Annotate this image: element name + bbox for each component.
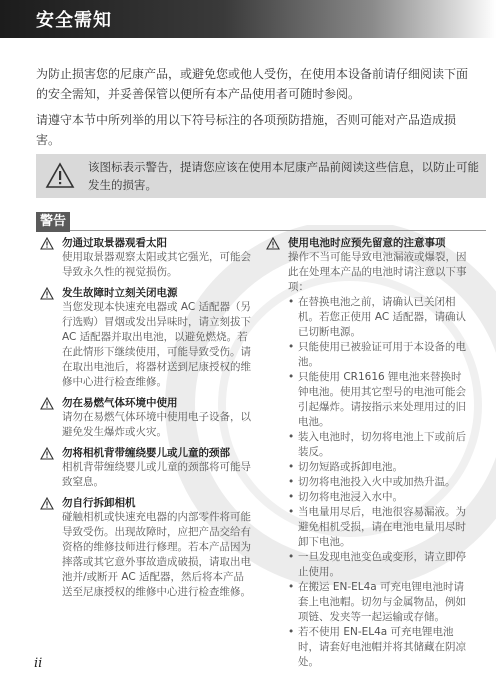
warning-triangle-icon [40,447,54,460]
warning-item-title: 发生故障时立刻关闭电源 [62,287,178,299]
warning-item-body: 碰触相机或快速充电器的内部零件将可能导致受伤。出现故障时，应把产品交给有资格的维修技师进行修理。若本产品因为摔落或其它意外事故造成破损，请取出电池并/或断开 AC 适配器，然后将本产品送至尼康授权的维修中心进行检查维修。 [62,511,251,598]
warning-item-body: 当您发现本快速充电器或 AC 适配器（另行选购）冒烟或发出异味时，请立刻拔下 AC 适配器并取出电池，以避免燃烧。若在此情形下继续使用，可能导致受伤。请在取出电池后，将器材送到尼康授权的维修中心进行检查维修。 [62,301,252,388]
warning-item [262,236,472,670]
list-item: • 装入电池时，切勿将电池上下或前后装反。 [288,430,472,460]
warning-item-title: 使用电池时应预先留意的注意事项 [288,237,446,249]
warning-item-body: 操作不当可能导致电池漏液或爆裂，因此在处理本产品的电池时请注意以下事项： [288,250,472,295]
list-item: • 一旦发现电池变色或变形，请立即停止使用。 [288,550,472,580]
page-title: 安全需知 [36,10,112,31]
warning-item-body: 相机背带缠绕婴儿或儿童的颈部将可能导致窒息。 [62,461,251,488]
warning-section-label: 警告 [36,212,70,232]
warning-item [36,496,251,600]
warning-triangle-icon [40,497,54,510]
page-number: ii [34,656,43,671]
warning-triangle-icon [40,397,54,410]
list-item: • 切勿短路或拆卸电池。 [288,460,472,475]
warning-item [36,396,251,440]
list-item: • 切勿将电池投入火中或加热升温。 [288,475,472,490]
list-item: • 只能使用已被验证可用于本设备的电池。 [288,340,472,370]
warning-item-title: 勿将相机背带缠绕婴儿或儿童的颈部 [62,447,230,459]
list-item: • 当电量用尽后，电池很容易漏液。为避免相机受损，请在电池电量用尽时卸下电池。 [288,505,472,550]
warnings-left-column [36,236,251,606]
title-bar [0,0,496,38]
warning-item-title: 勿通过取景器观看太阳 [62,237,167,249]
warning-item-title: 勿在易燃气体环境中使用 [62,397,178,409]
warning-triangle-icon [45,162,75,189]
warning-item [36,236,251,280]
intro-paragraph-1: 为防止损害您的尼康产品，或避免您或他人受伤，在使用本设备前请仔细阅读下面的安全需知，并妥善保管以便所有本产品使用者可随时参阅。 [36,67,469,101]
list-item: • 若不使用 EN-EL4a 可充电锂电池时，请套好电池帽并将其储藏在阴凉处。 [288,625,472,670]
warning-triangle-icon [266,237,280,250]
notice-text: 该图标表示警告，提请您应该在使用本尼康产品前阅读这些信息，以防止可能发生的损害。 [88,160,479,192]
warning-item [36,286,251,390]
list-item: • 切勿将电池浸入水中。 [288,490,472,505]
warning-triangle-icon [40,237,54,250]
battery-precaution-list [288,295,472,670]
warning-item-body: 请勿在易燃气体环境中使用电子设备，以避免发生爆炸或火灾。 [62,411,251,438]
warning-section-rule [70,230,486,231]
warning-triangle-icon [40,287,54,300]
warning-item-body: 使用取景器观察太阳或其它强光，可能会导致永久性的视觉损伤。 [62,251,251,278]
list-item: • 在替换电池之前，请确认已关闭相机。若您正使用 AC 适配器，请确认已切断电源。 [288,295,472,340]
warning-notice-box [36,154,486,198]
warning-item [36,446,251,490]
intro-paragraph-2: 请遵守本节中所列举的用以下符号标注的各项预防措施，否则可能对产品造成损害。 [36,113,457,147]
warnings-right-column [262,236,472,676]
list-item: • 只能使用 CR1616 锂电池来替换时钟电池。使用其它型号的电池可能会引起爆炸。请按指示来处理用过的旧电池。 [288,370,472,430]
warning-item-title: 勿自行拆卸相机 [62,497,136,509]
list-item: • 在搬运 EN-EL4a 可充电锂电池时请套上电池帽。切勿与金属物品，例如项链、发夹等一起运输或存储。 [288,580,472,625]
